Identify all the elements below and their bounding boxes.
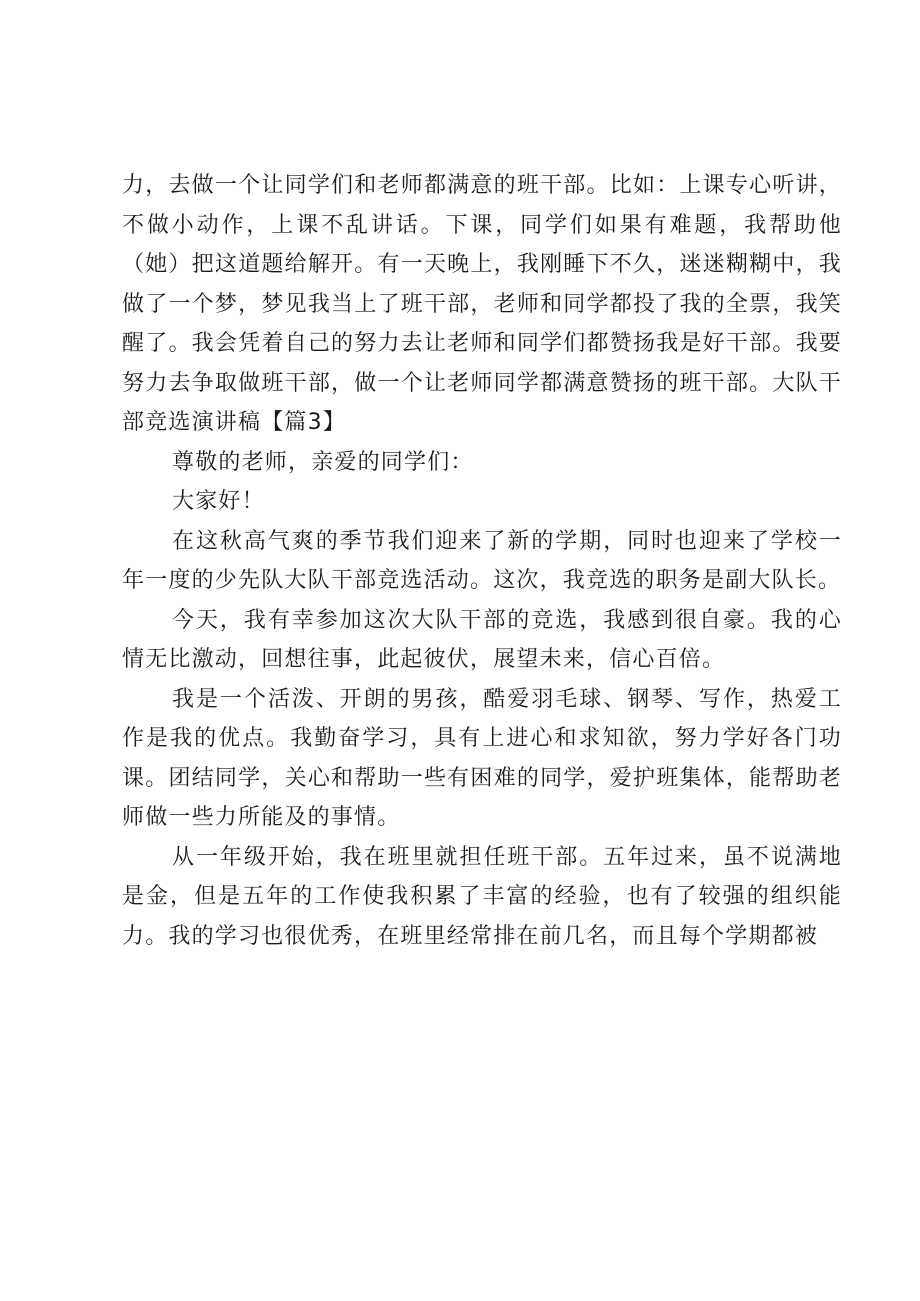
paragraph-continued: 力，去做一个让同学们和老师都满意的班干部。比如：上课专心听讲，不做小动作，上课不乱讲话。下课，同学们如果有难题，我帮助他（她）把这道题给解开。有一天晚上，我刚睡下不久，迷迷糊糊中，我做了一个梦，梦见我当上了班干部，老师和同学都投了我的全票，我笑醒了。我会凭着自己的努力去让老师和同学们都赞扬我是好干部。我要努力去争取做班干部，做一个让老师同学都满意赞扬的班干部。大队干部竞选演讲稿【篇3】 xyxy=(122,173,842,435)
paragraph-intro: 在这秋高气爽的季节我们迎来了新的学期，同时也迎来了学校一年一度的少先队大队干部竞选活动。这次，我竞选的职务是副大队长。 xyxy=(122,528,842,593)
paragraph-greeting: 尊敬的老师，亲爱的同学们： xyxy=(172,449,474,475)
paragraph-hello: 大家好！ xyxy=(172,489,265,514)
document-body xyxy=(122,166,842,956)
paragraph-feeling: 今天，我有幸参加这次大队干部的竞选，我感到很自豪。我的心情无比激动，回想往事，此起彼伏，展望未来，信心百倍。 xyxy=(122,607,842,672)
paragraph-self-description: 我是一个活泼、开朗的男孩，酷爱羽毛球、钢琴、写作，热爱工作是我的优点。我勤奋学习，具有上进心和求知欲，努力学好各门功课。团结同学，关心和帮助一些有困难的同学，爱护班集体，能帮助老师做一些力所能及的事情。 xyxy=(122,686,842,830)
paragraph-experience: 从一年级开始，我在班里就担任班干部。五年过来，虽不说满地是金，但是五年的工作使我积累了丰富的经验，也有了较强的组织能力。我的学习也很优秀，在班里经常排在前几名，而且每个学期都被 xyxy=(122,844,842,949)
